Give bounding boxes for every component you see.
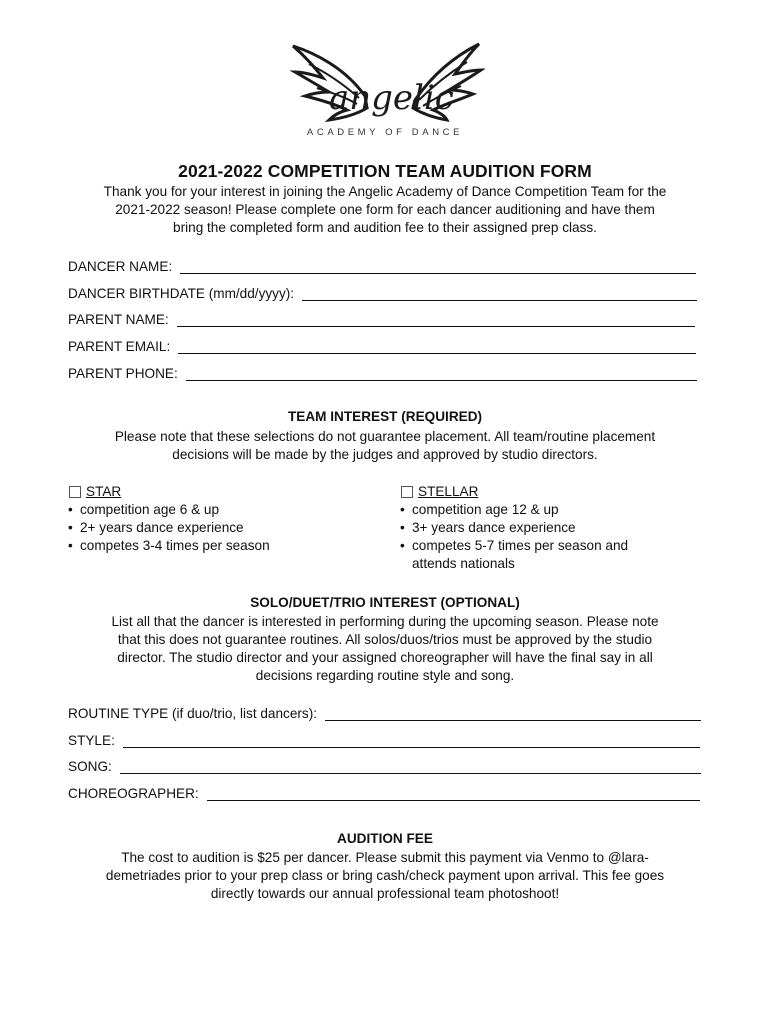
list-item: • 2+ years dance experience: [68, 520, 244, 535]
field-label: PARENT EMAIL:: [68, 339, 171, 354]
team-interest-heading: TEAM INTEREST (REQUIRED): [287, 409, 483, 424]
note-line: List all that the dancer is interested in performing during the upcoming season. Please note: [111, 614, 659, 629]
note-line: Please note that these selections do not guarantee placement. All team/routine placement: [114, 429, 656, 444]
form-title: 2021-2022 COMPETITION TEAM AUDITION FORM: [178, 161, 592, 181]
parent-phone-field[interactable]: [68, 363, 697, 381]
list-item: • competition age 12 & up: [400, 502, 559, 517]
field-label: STYLE:: [68, 733, 115, 748]
style-field[interactable]: [68, 730, 700, 748]
solo-interest-note: [0, 613, 770, 685]
routine-type-field[interactable]: [68, 703, 701, 721]
dancer-name-input-line[interactable]: [180, 259, 696, 274]
list-item: • competes 3-4 times per season: [68, 538, 270, 553]
logo-subtitle: ACADEMY OF DANCE: [306, 127, 464, 138]
choreographer-input-line[interactable]: [207, 786, 700, 801]
bullet-icon: •: [68, 520, 73, 535]
bullet-icon: •: [400, 502, 405, 517]
parent-email-field[interactable]: [68, 336, 696, 354]
field-label: DANCER BIRTHDATE (mm/dd/yyyy):: [68, 286, 295, 301]
intro-line: 2021-2022 season! Please complete one form for each dancer auditioning and have them: [115, 202, 655, 217]
team-interest-note: [0, 428, 770, 464]
note-line: directly towards our annual professional team photoshoot!: [210, 886, 560, 901]
intro-line: Thank you for your interest in joining the Angelic Academy of Dance Competition Team for the: [103, 184, 667, 199]
routine-type-input-line[interactable]: [325, 706, 701, 721]
stellar-checkbox[interactable]: [401, 486, 413, 498]
field-label: PARENT PHONE:: [68, 366, 178, 381]
intro-paragraph: [0, 183, 770, 237]
list-item: • competition age 6 & up: [68, 502, 220, 517]
list-item: • 3+ years dance experience: [400, 520, 576, 535]
field-label: ROUTINE TYPE (if duo/trio, list dancers):: [68, 706, 318, 721]
star-details-list: [68, 501, 388, 555]
stellar-checkbox-row[interactable]: [400, 483, 670, 501]
logo-script-text: angelic: [329, 78, 454, 118]
stellar-details-list: [400, 501, 670, 573]
field-label: SONG:: [68, 759, 112, 774]
field-label: PARENT NAME:: [68, 312, 169, 327]
star-option: [68, 483, 388, 555]
dancer-birthdate-field[interactable]: [68, 283, 697, 301]
parent-name-field[interactable]: [68, 309, 695, 327]
list-item: • competes 5-7 times per season and attends nationals: [400, 538, 629, 571]
note-line: decisions will be made by the judges and approved by studio directors.: [172, 447, 598, 462]
note-line: The cost to audition is $25 per dancer. Please submit this payment via Venmo to @lara-: [121, 850, 649, 865]
stellar-label: STELLAR: [418, 484, 479, 499]
field-label: CHOREOGRAPHER:: [68, 786, 199, 801]
star-checkbox[interactable]: [69, 486, 81, 498]
dancer-birthdate-input-line[interactable]: [302, 286, 697, 301]
song-field[interactable]: [68, 756, 701, 774]
audition-fee-heading: AUDITION FEE: [337, 831, 433, 846]
bullet-icon: •: [400, 538, 405, 553]
note-line: decisions regarding routine style and song.: [255, 668, 515, 683]
note-line: demetriades prior to your prep class or bring cash/check payment upon arrival. This fee goes: [105, 868, 665, 883]
note-line: that this does not guarantee routines. All solos/duos/trios must be approved by the studio: [117, 632, 653, 647]
solo-interest-heading: SOLO/DUET/TRIO INTEREST (OPTIONAL): [250, 595, 520, 610]
song-input-line[interactable]: [120, 759, 701, 774]
bullet-icon: •: [68, 502, 73, 517]
field-label: DANCER NAME:: [68, 259, 173, 274]
stellar-option: [400, 483, 670, 573]
parent-name-input-line[interactable]: [177, 312, 695, 327]
bullet-icon: •: [400, 520, 405, 535]
intro-line: bring the completed form and audition fee to their assigned prep class.: [173, 220, 597, 235]
parent-email-input-line[interactable]: [178, 339, 696, 354]
style-input-line[interactable]: [123, 733, 700, 748]
bullet-icon: •: [68, 538, 73, 553]
parent-phone-input-line[interactable]: [186, 366, 697, 381]
choreographer-field[interactable]: [68, 783, 700, 801]
dancer-name-field[interactable]: [68, 256, 696, 274]
star-checkbox-row[interactable]: [68, 483, 388, 501]
note-line: director. The studio director and your assigned choreographer will have the final say in all: [117, 650, 653, 665]
star-label: STAR: [86, 484, 122, 499]
audition-fee-note: [0, 849, 770, 903]
